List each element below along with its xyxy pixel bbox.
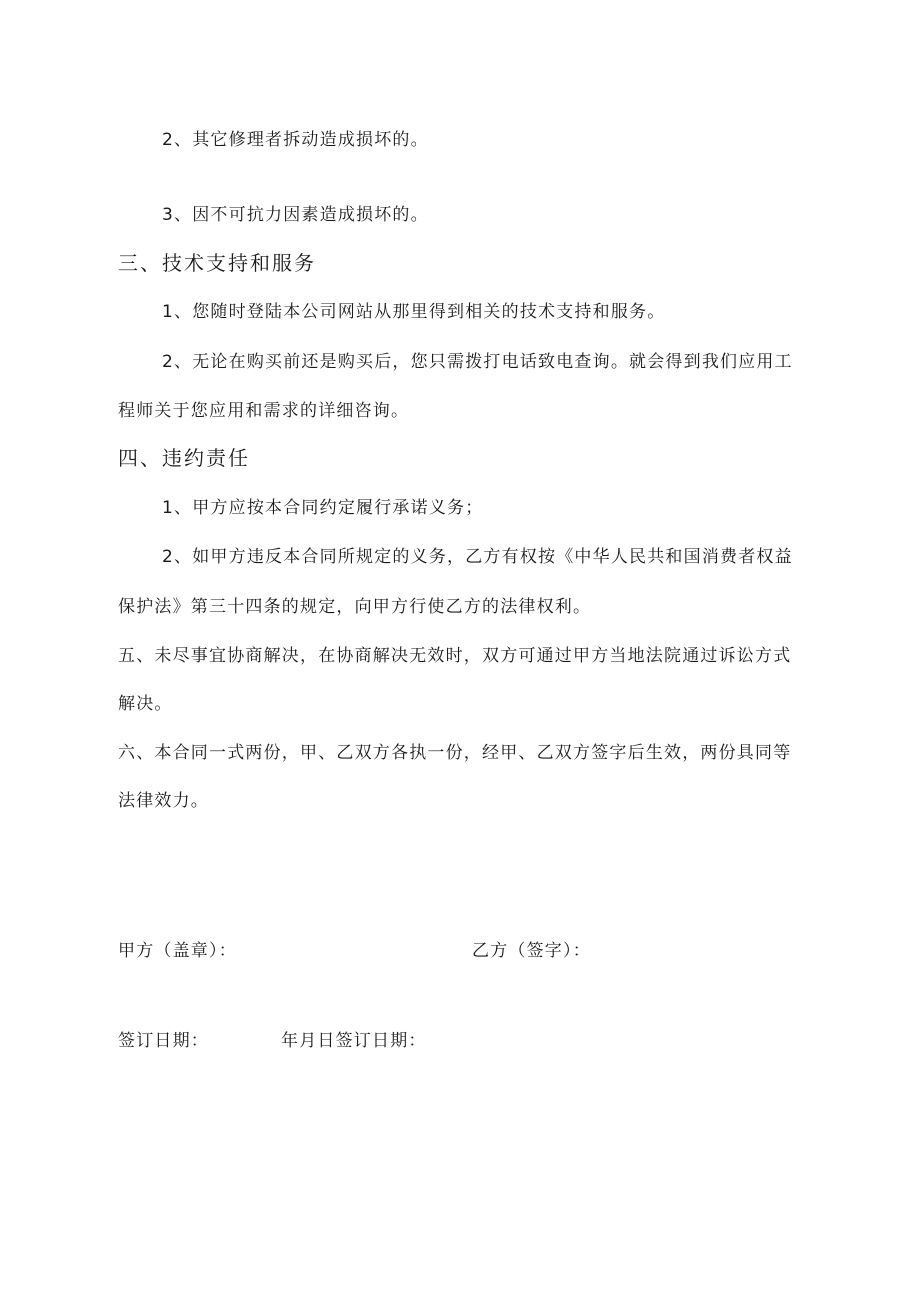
- party-a-seal-label: 甲方（盖章）：: [118, 941, 237, 961]
- sign-date-label-b: 年月日签订日期：: [281, 1031, 427, 1051]
- section-6-line-2: 法律效力。: [118, 791, 209, 811]
- section-3-item-2-line-2: 程师关于您应用和需求的详细咨询。: [118, 401, 410, 421]
- clause-2-item-3: 3、因不可抗力因素造成损坏的。: [162, 205, 429, 225]
- sign-date-label-a: 签订日期：: [118, 1031, 209, 1051]
- section-4-item-2-line-1: 2、如甲方违反本合同所规定的义务，乙方有权按《中华人民共和国消费者权益: [162, 547, 793, 567]
- section-6-line-1: 六、本合同一式两份，甲、乙双方各执一份，经甲、乙双方签字后生效，两份具同等: [118, 743, 792, 763]
- section-5-line-2: 解决。: [118, 694, 173, 714]
- party-b-signature-label: 乙方（签字）：: [472, 941, 591, 961]
- section-3-heading: 三、技术支持和服务: [118, 251, 316, 275]
- section-3-item-2-line-1: 2、无论在购买前还是购买后，您只需拨打电话致电查询。就会得到我们应用工: [162, 352, 793, 372]
- clause-2-item-2: 2、其它修理者拆动造成损坏的。: [162, 130, 429, 150]
- section-4-heading: 四、违约责任: [118, 446, 250, 470]
- section-4-item-2-line-2: 保护法》第三十四条的规定，向甲方行使乙方的法律权利。: [118, 597, 592, 617]
- section-3-item-1: 1、您随时登陆本公司网站从那里得到相关的技术支持和服务。: [162, 302, 666, 322]
- section-4-item-1: 1、甲方应按本合同约定履行承诺义务；: [162, 498, 484, 518]
- section-5-line-1: 五、未尽事宜协商解决，在协商解决无效时，双方可通过甲方当地法院通过诉讼方式: [118, 646, 792, 666]
